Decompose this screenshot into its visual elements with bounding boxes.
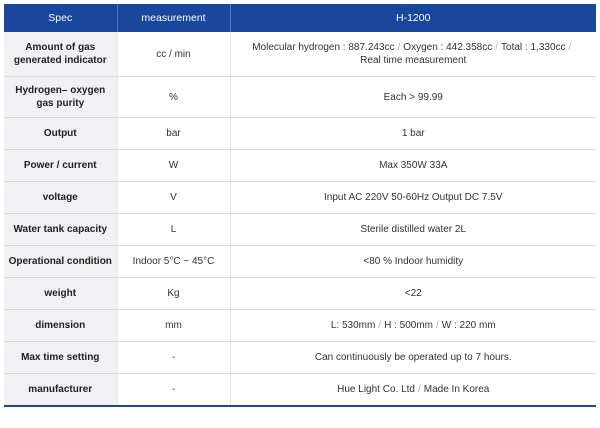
row-label-line1: Hydrogen– oxygen bbox=[15, 85, 106, 96]
header-row bbox=[4, 4, 596, 32]
spec-table-container bbox=[4, 4, 596, 407]
row-unit: V bbox=[117, 182, 230, 214]
row-label-line2: generated indicator bbox=[13, 55, 107, 66]
row-label-line1: Amount of gas bbox=[25, 42, 96, 53]
table-row bbox=[4, 246, 596, 278]
value-company: Hue Light Co. Ltd bbox=[337, 384, 415, 395]
row-unit: - bbox=[117, 374, 230, 407]
row-label: Max time setting bbox=[4, 342, 117, 374]
value-hydrogen: Molecular hydrogen : 887.243cc bbox=[252, 42, 395, 53]
table-row bbox=[4, 182, 596, 214]
row-unit: - bbox=[117, 342, 230, 374]
row-label: weight bbox=[4, 278, 117, 310]
row-unit: Kg bbox=[117, 278, 230, 310]
row-label: Operational condition bbox=[4, 246, 117, 278]
table-body bbox=[4, 32, 596, 406]
row-label: manufacturer bbox=[4, 374, 117, 407]
row-value: <22 bbox=[230, 278, 596, 310]
table-row bbox=[4, 374, 596, 407]
row-value: Each > 99.99 bbox=[230, 77, 596, 118]
row-value bbox=[230, 32, 596, 77]
row-label: Power / current bbox=[4, 150, 117, 182]
table-header bbox=[4, 4, 596, 32]
row-value: Can continuously be operated up to 7 hours. bbox=[230, 342, 596, 374]
table-row bbox=[4, 278, 596, 310]
row-value: <80 % Indoor humidity bbox=[230, 246, 596, 278]
row-label bbox=[4, 32, 117, 77]
table-row bbox=[4, 118, 596, 150]
row-label: voltage bbox=[4, 182, 117, 214]
row-unit: mm bbox=[117, 310, 230, 342]
row-value: Sterile distilled water 2L bbox=[230, 214, 596, 246]
row-label bbox=[4, 77, 117, 118]
row-unit: cc / min bbox=[117, 32, 230, 77]
value-height: H : 500mm bbox=[384, 320, 433, 331]
row-value bbox=[230, 374, 596, 407]
separator: / bbox=[417, 384, 421, 395]
table-row bbox=[4, 32, 596, 77]
spec-table bbox=[4, 4, 596, 407]
separator: / bbox=[435, 320, 439, 331]
row-unit: bar bbox=[117, 118, 230, 150]
row-unit: W bbox=[117, 150, 230, 182]
row-label: dimension bbox=[4, 310, 117, 342]
header-measurement: measurement bbox=[117, 4, 230, 32]
row-label-line2: gas purity bbox=[36, 98, 85, 109]
row-unit: Indoor 5°C ~ 45°C bbox=[117, 246, 230, 278]
value-note: Real time measurement bbox=[360, 55, 467, 66]
header-spec: Spec bbox=[4, 4, 117, 32]
value-oxygen: Oxygen : 442.358cc bbox=[403, 42, 493, 53]
row-value: 1 bar bbox=[230, 118, 596, 150]
table-row bbox=[4, 310, 596, 342]
row-value: Max 350W 33A bbox=[230, 150, 596, 182]
value-length: L: 530mm bbox=[330, 320, 376, 331]
separator: / bbox=[397, 42, 401, 53]
value-origin: Made In Korea bbox=[423, 384, 490, 395]
value-width: W : 220 mm bbox=[441, 320, 496, 331]
row-value: Input AC 220V 50-60Hz Output DC 7.5V bbox=[230, 182, 596, 214]
table-row bbox=[4, 150, 596, 182]
row-value bbox=[230, 310, 596, 342]
row-unit: L bbox=[117, 214, 230, 246]
separator: / bbox=[568, 42, 572, 53]
header-model: H-1200 bbox=[230, 4, 596, 32]
table-row bbox=[4, 342, 596, 374]
table-row bbox=[4, 214, 596, 246]
table-row bbox=[4, 77, 596, 118]
value-total: Total : 1,330cc bbox=[501, 42, 566, 53]
separator: / bbox=[378, 320, 382, 331]
row-label: Water tank capacity bbox=[4, 214, 117, 246]
row-unit: % bbox=[117, 77, 230, 118]
row-label: Output bbox=[4, 118, 117, 150]
separator: / bbox=[495, 42, 499, 53]
